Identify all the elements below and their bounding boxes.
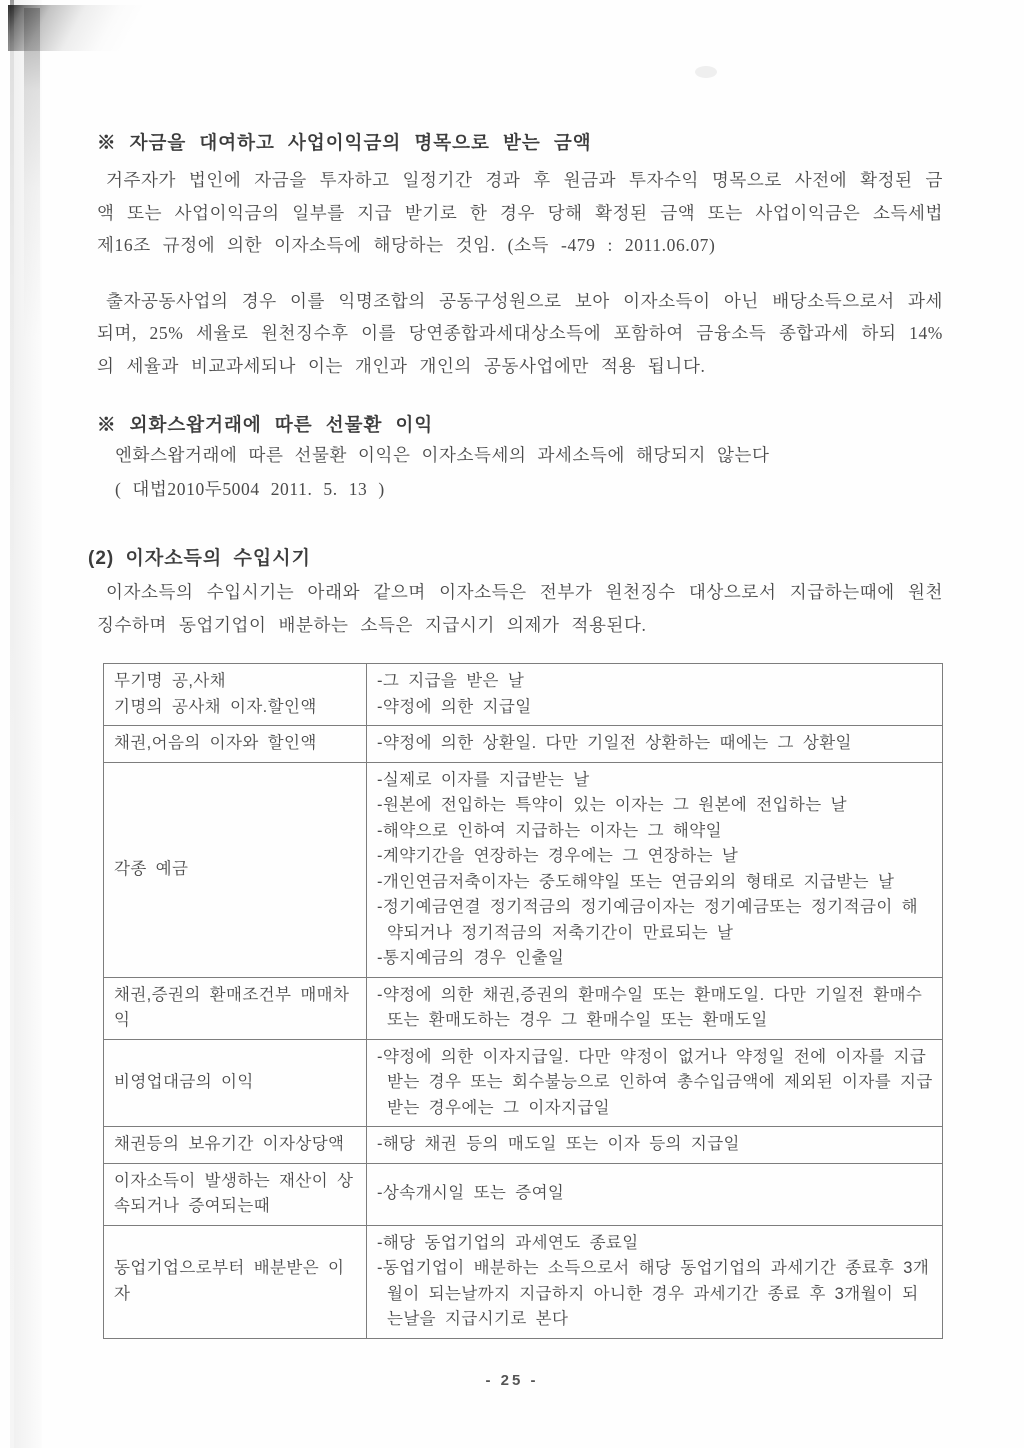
note1-heading: ※ 자금을 대여하고 사업이익금의 명목으로 받는 금액: [97, 132, 592, 153]
table-row: [104, 1163, 943, 1225]
page-edge-line: [10, 0, 14, 1448]
row-detail-text: -동업기업이 배분하는 소득으로서 해당 동업기업의 과세기간 종료후 3개월이 되는날까지 지급하지 아니한 경우 과세기간 종료 후 3개월이 되는날을 지급시기로 본다: [377, 1259, 930, 1328]
row-detail-text: -원본에 전입하는 특약이 있는 이자는 그 원본에 전입하는 날: [377, 796, 847, 814]
row-details-cell: [367, 1039, 943, 1127]
row-item-cell: [104, 1127, 367, 1164]
note1-paragraph-2: 출자공동사업의 경우 이를 익명조합의 공동구성원으로 보아 이자소득이 아닌 배당소득으로서 과세되며, 25% 세율로 원천징수후 이를 당연종합과세대상소득에 포함하여 금융소득 종합과세 하되 14%의 세율과 비교과세되나 이는 개인과 개인의 공동사업에만 적용 됩니다.: [97, 290, 943, 376]
row-item-text: 채권,어음의 이자와 할인액: [114, 734, 317, 752]
row-details-cell: [367, 1127, 943, 1164]
row-detail-text: -실제로 이자를 지급받는 날: [377, 770, 590, 789]
note2-heading: ※ 외화스왑거래에 따른 선물환 이익: [97, 414, 434, 435]
note2-line-2: ( 대법2010두5004 2011. 5. 13 ): [115, 479, 385, 499]
row-item-text: 채권등의 보유기간 이자상당액: [114, 1135, 345, 1153]
row-detail-text: -정기예금연결 정기적금의 정기예금이자는 정기예금또는 정기적금이 해약되거나 정기적금의 저축기간이 만료되는 날: [377, 898, 918, 942]
row-details-cell: [367, 726, 943, 763]
row-detail-text: -통지예금의 경우 인출일: [377, 949, 565, 967]
note2-block: [97, 412, 943, 506]
row-details-cell: [367, 664, 943, 726]
note1-paragraph-1: 거주자가 법인에 자금을 투자하고 일정기간 경과 후 원금과 투자수익 명목으로 사전에 확정된 금액 또는 사업이익금의 일부를 지급 받기로 한 경우 당해 확정된 금액 또는 사업이익금은 소득세법 제16조 규정에 의한 이자소득에 해당하는 것임. (소득 -479 : 2011.06.07): [97, 170, 943, 255]
row-item-text: 각종 예금: [114, 859, 189, 878]
row-detail-text: -해약으로 인하여 지급하는 이자는 그 해약일: [377, 821, 722, 840]
row-details-cell: [367, 1163, 943, 1225]
row-detail-text: -그 지급을 받은 날: [377, 672, 525, 690]
row-item-text: 채권,증권의 환매조건부 매매차익: [114, 985, 350, 1029]
row-item-cell: [104, 1039, 367, 1127]
table-row: [104, 664, 943, 726]
table-row: [104, 1225, 943, 1338]
row-item-text: 동업기업으로부터 배분받은 이자: [114, 1259, 345, 1303]
section2-paragraph: 이자소득의 수입시기는 아래와 같으며 이자소득은 전부가 원천징수 대상으로서 지급하는때에 원천징수하며 동업기업이 배분하는 소득은 지급시기 의제가 적용된다.: [97, 582, 943, 635]
row-item-text: 비영업대금의 이익: [114, 1073, 254, 1091]
row-detail-text: -해당 채권 등의 매도일 또는 이자 등의 지급일: [377, 1135, 740, 1153]
section2-heading: (2) 이자소득의 수입시기: [88, 548, 311, 569]
table-row: [104, 977, 943, 1039]
row-item-cell: [104, 762, 367, 977]
row-detail-text: -상속개시일 또는 증여일: [377, 1184, 565, 1203]
row-details-cell: [367, 977, 943, 1039]
interest-income-timing-table: [103, 663, 943, 1339]
table-row: [104, 726, 943, 763]
row-item-text: 무기명 공,사채: [114, 672, 227, 690]
row-item-cell: [104, 1225, 367, 1338]
page-number: - 25 -: [485, 1372, 539, 1389]
row-item-cell: [104, 664, 367, 726]
row-item-text: 이자소득이 발생하는 재산이 상속되거나 증여되는때: [114, 1171, 354, 1215]
row-details-cell: [367, 1225, 943, 1338]
table-row: [104, 1039, 943, 1127]
row-detail-text: -약정에 의한 이자지급일. 다만 약정이 없거나 약정일 전에 이자를 지급받는 경우 또는 회수불능으로 인하여 총수입금액에 제외된 이자를 지급받는 경우에는 그 이자지급일: [377, 1047, 933, 1117]
row-detail-text: -개인연금저축이자는 중도해약일 또는 연금외의 형태로 지급받는 날: [377, 872, 895, 891]
row-item-cell: [104, 1163, 367, 1225]
row-item-cell: [104, 977, 367, 1039]
row-item-cell: [104, 726, 367, 763]
document-content: [88, 0, 943, 1339]
table-row: [104, 762, 943, 977]
row-detail-text: -약정에 의한 채권,증권의 환매수일 또는 환매도일. 다만 기일전 환매수또는 환매도하는 경우 그 환매수일 또는 환매도일: [377, 985, 923, 1029]
table-row: [104, 1127, 943, 1164]
note2-line-1: 엔화스왑거래에 따른 선물환 이익은 이자소득세의 과세소득에 해당되지 않는다: [115, 445, 770, 465]
row-details-cell: [367, 762, 943, 977]
corner-scan-streak: [24, 8, 40, 338]
row-detail-text: -약정에 의한 지급일: [377, 697, 532, 716]
row-detail-text: -약정에 의한 상환일. 다만 기일전 상환하는 때에는 그 상환일: [377, 734, 852, 752]
row-item-text: 기명의 공사채 이자.할인액: [114, 697, 317, 716]
row-detail-text: -계약기간을 연장하는 경우에는 그 연장하는 날: [377, 847, 739, 865]
row-detail-text: -해당 동업기업의 과세연도 종료일: [377, 1233, 639, 1252]
